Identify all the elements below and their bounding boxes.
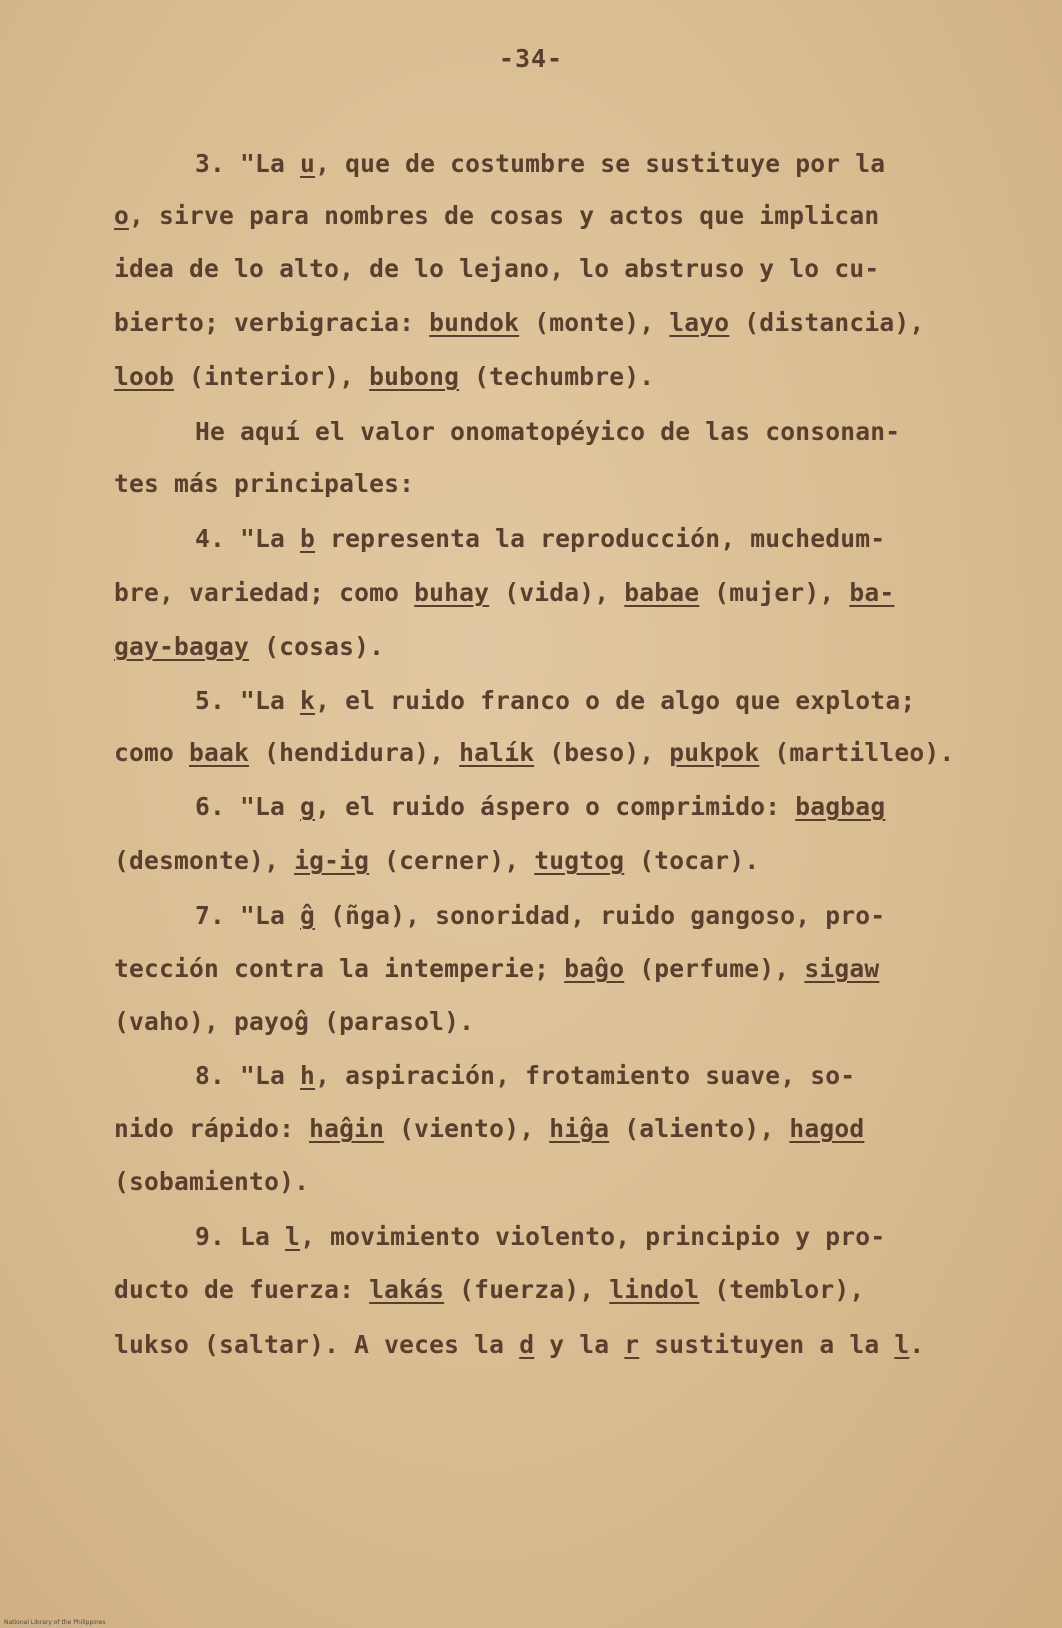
text-run: , movimiento violento, principio y pro-	[300, 1222, 886, 1251]
underlined-word: tugtog	[534, 846, 625, 875]
underlined-word: o	[114, 201, 130, 230]
text-run: (hendidura),	[249, 738, 460, 767]
text-run: (monte),	[519, 308, 670, 337]
text-run: (vida),	[489, 578, 625, 607]
text-run: 4. "La	[195, 524, 301, 553]
underlined-word: buhay	[414, 578, 490, 607]
page-number: -34-	[498, 44, 564, 73]
underlined-word: l	[285, 1222, 301, 1251]
text-line	[114, 469, 415, 498]
text-run: tes más principales:	[114, 469, 415, 498]
text-line	[114, 846, 760, 875]
underlined-word: r	[624, 1330, 640, 1359]
text-line	[114, 1167, 310, 1196]
text-run: (fuerza),	[444, 1275, 610, 1304]
underlined-word: k	[300, 686, 316, 715]
text-run: (distancia),	[729, 308, 925, 337]
text-line	[114, 632, 385, 661]
underlined-word: hiĝa	[549, 1114, 610, 1143]
text-run: 9. La	[195, 1222, 286, 1251]
text-run: (beso),	[534, 738, 670, 767]
text-run: (cerner),	[369, 846, 535, 875]
footer-credit: National Library of the Philippines	[4, 1619, 106, 1626]
text-run: (martilleo).	[759, 738, 955, 767]
underlined-word: ig-ig	[294, 846, 370, 875]
text-run: , que de costumbre se sustituye por la	[315, 149, 886, 178]
text-run: (mujer),	[699, 578, 850, 607]
underlined-word: pukpok	[669, 738, 760, 767]
text-run: , aspiración, frotamiento suave, so-	[315, 1061, 856, 1090]
text-run: bierto; verbigracia:	[114, 308, 430, 337]
text-run: (viento),	[384, 1114, 550, 1143]
text-line	[195, 1222, 886, 1251]
text-run: bre, variedad; como	[114, 578, 415, 607]
underlined-word: lakás	[369, 1275, 445, 1304]
text-run: 5. "La	[195, 686, 301, 715]
underlined-word: babae	[624, 578, 700, 607]
underlined-word: baak	[189, 738, 250, 767]
text-run: (interior),	[174, 362, 370, 391]
text-line	[114, 954, 880, 983]
underlined-word: hagod	[789, 1114, 865, 1143]
underlined-word: u	[300, 149, 316, 178]
text-run: , sirve para nombres de cosas y actos que implican	[129, 201, 880, 230]
text-line	[114, 308, 925, 337]
underlined-word: h	[300, 1061, 316, 1090]
text-run: 8. "La	[195, 1061, 301, 1090]
text-line	[195, 686, 916, 715]
text-line	[195, 149, 886, 178]
text-run: (perfume),	[624, 954, 805, 983]
text-run: y la	[534, 1330, 625, 1359]
text-run: (tocar).	[624, 846, 760, 875]
text-run: .	[909, 1330, 925, 1359]
text-run: He aquí el valor onomatopéyico de las consonan-	[195, 417, 901, 446]
underlined-word: bagbag	[795, 792, 886, 821]
text-run: como	[114, 738, 190, 767]
text-run: (desmonte),	[114, 846, 295, 875]
underlined-word: bundok	[429, 308, 520, 337]
text-line	[114, 1007, 475, 1036]
text-line	[114, 362, 655, 391]
underlined-word: lindol	[609, 1275, 700, 1304]
text-run: representa la reproducción, muchedum-	[315, 524, 886, 553]
text-line	[195, 417, 901, 446]
underlined-word: gay-bagay	[114, 632, 250, 661]
underlined-word: d	[519, 1330, 535, 1359]
text-run: (cosas).	[249, 632, 385, 661]
text-run: (sobamiento).	[114, 1167, 310, 1196]
underlined-word: l	[894, 1330, 910, 1359]
text-line	[195, 524, 886, 553]
text-run: (temblor),	[699, 1275, 865, 1304]
underlined-word: ba-	[849, 578, 895, 607]
text-run: (vaho), payoĝ (parasol).	[114, 1007, 475, 1036]
text-run: (ñga), sonoridad, ruido gangoso, pro-	[315, 901, 886, 930]
underlined-word: g	[300, 792, 316, 821]
text-line	[114, 738, 955, 767]
text-run: sustituyen a la	[639, 1330, 895, 1359]
underlined-word: sigaw	[804, 954, 880, 983]
underlined-word: halík	[459, 738, 535, 767]
text-run: (techumbre).	[459, 362, 655, 391]
underlined-word: haĝin	[309, 1114, 385, 1143]
text-run: 3. "La	[195, 149, 301, 178]
text-run: 7. "La	[195, 901, 301, 930]
text-run: 6. "La	[195, 792, 301, 821]
underlined-word: baĝo	[564, 954, 625, 983]
text-line	[114, 1114, 865, 1143]
text-line	[195, 1061, 856, 1090]
text-run: (aliento),	[609, 1114, 790, 1143]
text-line	[114, 1275, 865, 1304]
text-run: nido rápido:	[114, 1114, 310, 1143]
underlined-word: b	[300, 524, 316, 553]
underlined-word: loob	[114, 362, 175, 391]
text-line	[114, 578, 895, 607]
text-line	[195, 901, 886, 930]
text-line	[114, 201, 880, 230]
text-line	[114, 254, 880, 283]
underlined-word: bubong	[369, 362, 460, 391]
text-run: tección contra la intemperie;	[114, 954, 565, 983]
text-run: idea de lo alto, de lo lejano, lo abstruso y lo cu-	[114, 254, 880, 283]
text-line	[195, 792, 886, 821]
underlined-word: ĝ	[300, 901, 316, 930]
text-run: ducto de fuerza:	[114, 1275, 370, 1304]
text-run: lukso (saltar). A veces la	[114, 1330, 520, 1359]
text-run: , el ruido franco o de algo que explota;	[315, 686, 916, 715]
text-line	[114, 1330, 925, 1359]
underlined-word: layo	[669, 308, 730, 337]
text-run: , el ruido áspero o comprimido:	[315, 792, 796, 821]
